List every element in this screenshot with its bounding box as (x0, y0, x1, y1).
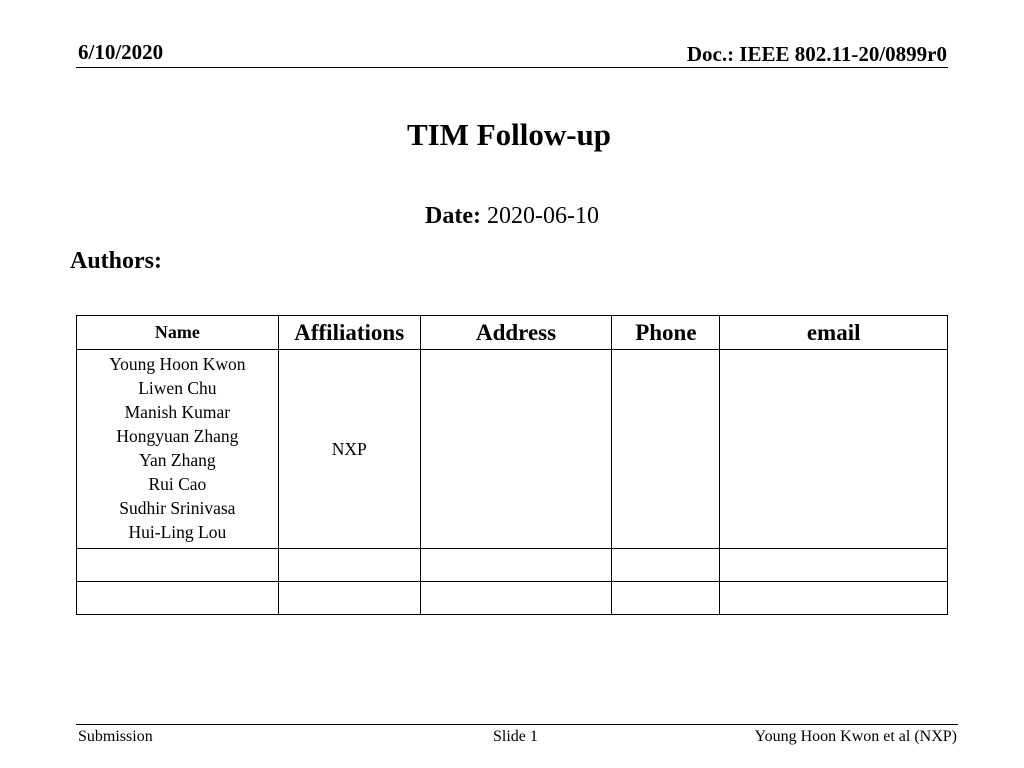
empty-cell (612, 549, 720, 582)
col-header-affiliations: Affiliations (278, 316, 420, 350)
author-name: Sudhir Srinivasa (119, 498, 236, 518)
empty-cell (278, 582, 420, 615)
col-header-name: Name (77, 316, 279, 350)
date-value: 2020-06-10 (486, 203, 599, 229)
empty-cell (612, 582, 720, 615)
footer-slide-number: Slide 1 (493, 728, 538, 745)
col-header-address: Address (420, 316, 612, 350)
table-row-empty (77, 582, 948, 615)
empty-cell (720, 582, 948, 615)
date-label: Date: (425, 203, 481, 229)
author-name: Rui Cao (148, 474, 207, 494)
header-rule (76, 67, 948, 68)
affiliation-cell: NXP (278, 350, 420, 549)
authors-heading: Authors: (70, 248, 163, 274)
author-name: Yan Zhang (139, 450, 216, 470)
table-row (77, 350, 948, 549)
slide-title (0, 117, 1024, 153)
empty-cell (77, 582, 279, 615)
email-cell (720, 350, 948, 549)
header-doc-id: Doc.: IEEE 802.11-20/0899r0 (686, 42, 947, 66)
author-name: Young Hoon Kwon (109, 354, 246, 374)
empty-cell (420, 549, 612, 582)
header-date: 6/10/2020 (78, 40, 164, 64)
slide-title-text: TIM Follow-up (406, 117, 612, 152)
footer-submission: Submission (78, 728, 153, 745)
authors-table (76, 315, 948, 615)
address-cell (420, 350, 612, 549)
empty-cell (77, 549, 279, 582)
empty-cell (278, 549, 420, 582)
table-header-row (77, 316, 948, 350)
empty-cell (420, 582, 612, 615)
col-header-email: email (720, 316, 948, 350)
author-name: Hui-Ling Lou (128, 522, 227, 542)
author-name: Liwen Chu (138, 378, 217, 398)
phone-cell (612, 350, 720, 549)
footer-author: Young Hoon Kwon et al (NXP) (754, 728, 957, 745)
empty-cell (720, 549, 948, 582)
col-header-phone: Phone (612, 316, 720, 350)
date-line (0, 203, 1024, 230)
table-row-empty (77, 549, 948, 582)
author-name: Manish Kumar (124, 402, 231, 422)
footer-rule (76, 724, 958, 725)
author-name: Hongyuan Zhang (116, 426, 239, 446)
names-cell (77, 350, 279, 549)
